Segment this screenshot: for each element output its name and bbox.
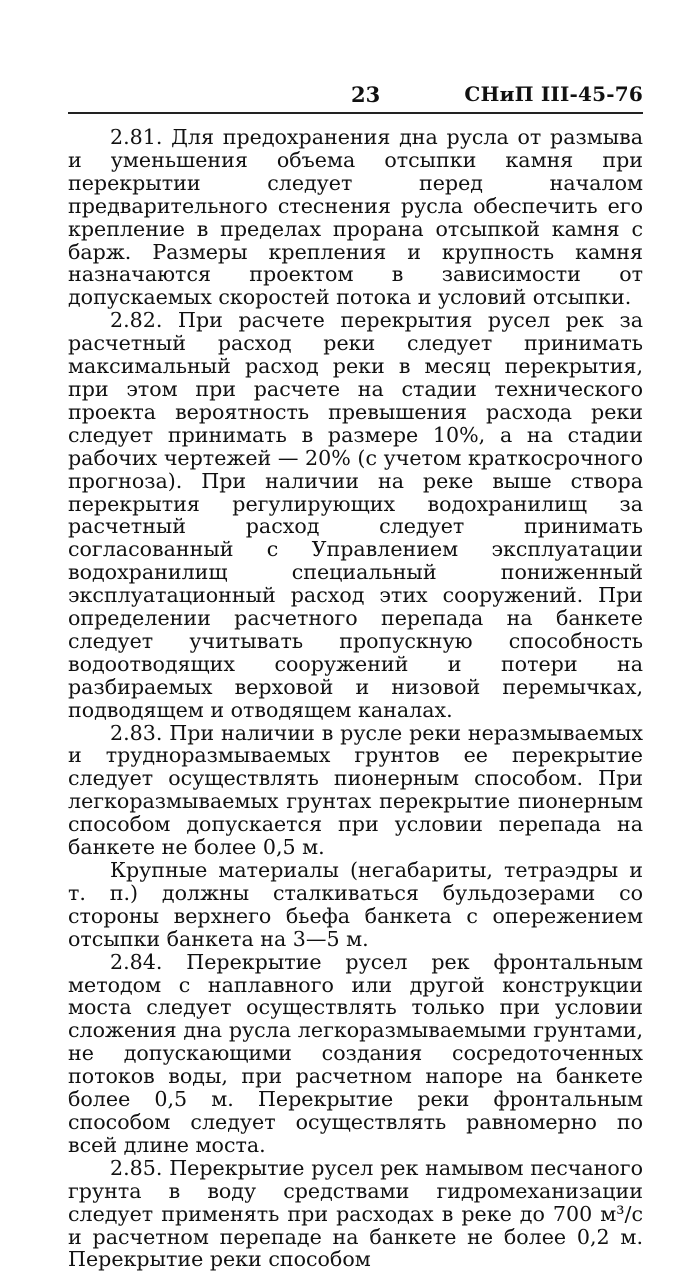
paragraph-text: Для предохранения дна русла от размыва и уменьшения объема отсыпки камня при перекрытии следует перед началом предварительного стеснения русла обеспечить его крепление в пределах прорана отсыпкой камня с барж. Размеры крепления и крупность камня назначаются проектом в зависимости от допускаемых скоростей потока и условий отсыпки. bbox=[68, 125, 644, 310]
page-header bbox=[68, 78, 643, 108]
paragraph-2-82 bbox=[68, 309, 643, 721]
paragraph-text: При расчете перекрытия русел рек за расчетный расход реки следует принимать максимальный расход реки в месяц перекрытия, при этом при расчете на стадии технического проекта вероятность превышения расхода реки следует принимать в размере 10%, а на стадии рабочих чертежей — 20% (с учетом краткосрочного прогноза). При наличии на реке выше створа перекрытия регулирующих водохранилищ за расчетный расход следует принимать согласованный с Управлением эксплуатации водохранилищ специальный пониженный эксплуатационный расход этих сооружений. При определении расчетного перепада на банкете следует учитывать пропускную способность водоотводящих сооружений и потери на разбираемых верховой и низовой перемычках, подводящем и отводящем каналах. bbox=[68, 308, 643, 722]
paragraph-number: 2.84. bbox=[110, 949, 163, 974]
paragraph-number: 2.82. bbox=[110, 308, 163, 333]
paragraph-2-81 bbox=[68, 126, 643, 309]
paragraph-2-85 bbox=[68, 1157, 643, 1271]
paragraph-text: Перекрытие русел рек фронтальным методом с наплавного или другой конструкции моста следует осуществлять только при условии сложения дна русла легкоразмываемыми грунтами, не допускающими создания сосредоточенных потоков воды, при расчетном напоре на банкете более 0,5 м. Перекрытие реки фронтальным способом следует осуществлять равномерно по всей длине моста. bbox=[68, 949, 644, 1157]
page-number: 23 bbox=[351, 82, 381, 107]
paragraph-number: 2.85. bbox=[110, 1155, 163, 1180]
paragraph-text: При наличии в русле реки неразмываемых и трудноразмываемых грунтов ее перекрытие следует осуществлять пионерным способом. При легкоразмываемых грунтах перекрытие пионерным способом допускается при условии перепада на банкете не более 0,5 м. bbox=[68, 720, 644, 860]
paragraph-text: Перекрытие русел рек намывом песчаного грунта в воду средствами гидромеханизации следует применять при расходах в реке до 700 м³/с и расчетном перепаде на банкете не более 0,2 м. Перекрытие реки способом bbox=[68, 1155, 643, 1271]
paragraph-2-83 bbox=[68, 722, 643, 859]
paragraph-text: Крупные материалы (негабариты, тетраэдры и т. п.) должны сталкиваться бульдозерами со стороны верхнего бьефа банкета с опережением отсыпки банкета на 3—5 м. bbox=[68, 858, 643, 951]
document-code: СНиП III-45-76 bbox=[464, 82, 643, 106]
paragraph-2-83-continued bbox=[68, 859, 643, 951]
paragraph-number: 2.81. bbox=[110, 125, 163, 149]
body-text bbox=[68, 126, 643, 1271]
paragraph-number: 2.83. bbox=[110, 720, 163, 745]
header-rule bbox=[68, 112, 643, 114]
paragraph-2-84 bbox=[68, 951, 643, 1157]
